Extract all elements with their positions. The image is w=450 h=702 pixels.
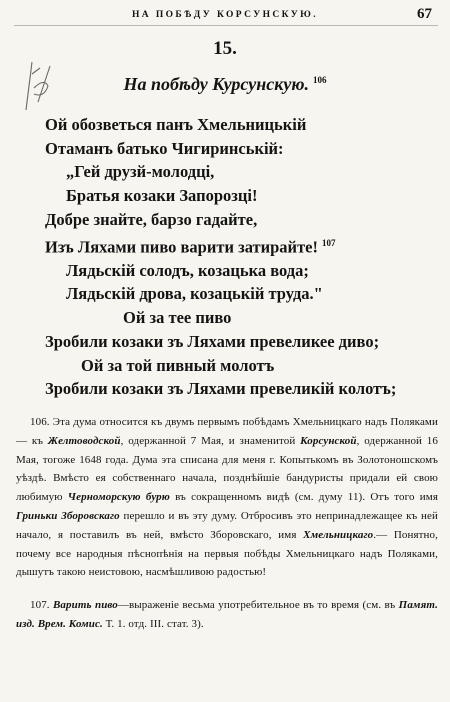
verse-line: Братья козаки Запорозці! [66,186,258,206]
verse-line: Зробили козаки зъ Ляхами превеликій колотъ; [45,379,397,399]
page-number: 67 [417,6,432,22]
verse-line: Отаманъ батько Чигиринській: [45,138,284,158]
song-title-text: На побѣду Курсунскую. [123,74,309,94]
verse-line: Ой обозветься панъ Хмельницькій [45,115,307,134]
verse-line: Добре знайте, барзо гадайте, [45,209,258,229]
running-head: НА ПОБѢДУ КОРСУНСКУЮ. [132,10,318,20]
footnote-106: 106. Эта дума относится къ двумъ первымъ побѣдамъ Хмельницкаго надъ Поляками — къ Желтоводской, одержанной 7 Мая, и знаменитой Корсунской, одержанной 16 Мая, тогоже 1648 года. Дума эта списана для меня г. Копытькомъ въ Золотоношскомъ уѣздѣ. Вмѣсто ея собственнаго начала, позднѣйшіе бандуристы придали ей свою любимую Черноморскую бурю въ сокращенномъ видѣ (см. думу 11). Отъ того имя Гриньки Зборовскаго перешло и въ эту думу. Отбросивъ это непринадлежащее къ ней начало, я поставилъ въ ней, вмѣсто Зборовскаго, имя Хмельницкаго.— Понятно, почему все народныя пѣснопѣнія на первыя побѣды Хмельницкаго надъ Поляками, дышутъ такою неистовою, насмѣшливою радостью! [16,416,438,579]
verse-line: Лядьскій солодъ, козацька вода; [66,260,309,280]
verse-line: Ой за той пивный молотъ [81,355,275,375]
verse-block [45,113,445,401]
verse-line: „Гей друзй-молодці, [66,162,215,182]
footnote-107: 107. Варить пиво—выраженіе весьма употребительное въ то время (см. въ Памят. изд. Врем. Комис. Т. 1. отд. III. стат. 3). [16,599,438,630]
verse-line: Зробили козаки зъ Ляхами превеликее диво; [45,331,380,351]
footnote-ref-107: 107 [322,237,336,248]
footnotes [16,413,438,634]
verse-line: Лядьскій дрова, козацькій труда." [66,284,323,304]
song-number: 15. [213,38,237,59]
header-rule [14,25,438,26]
verse-line: Ой за тее пиво [123,308,232,328]
footnote-ref-106: 106 [312,75,327,85]
verse-line: Изъ Ляхами пиво варити затирайте! $^{107}$ [45,237,336,257]
song-title [0,74,450,95]
